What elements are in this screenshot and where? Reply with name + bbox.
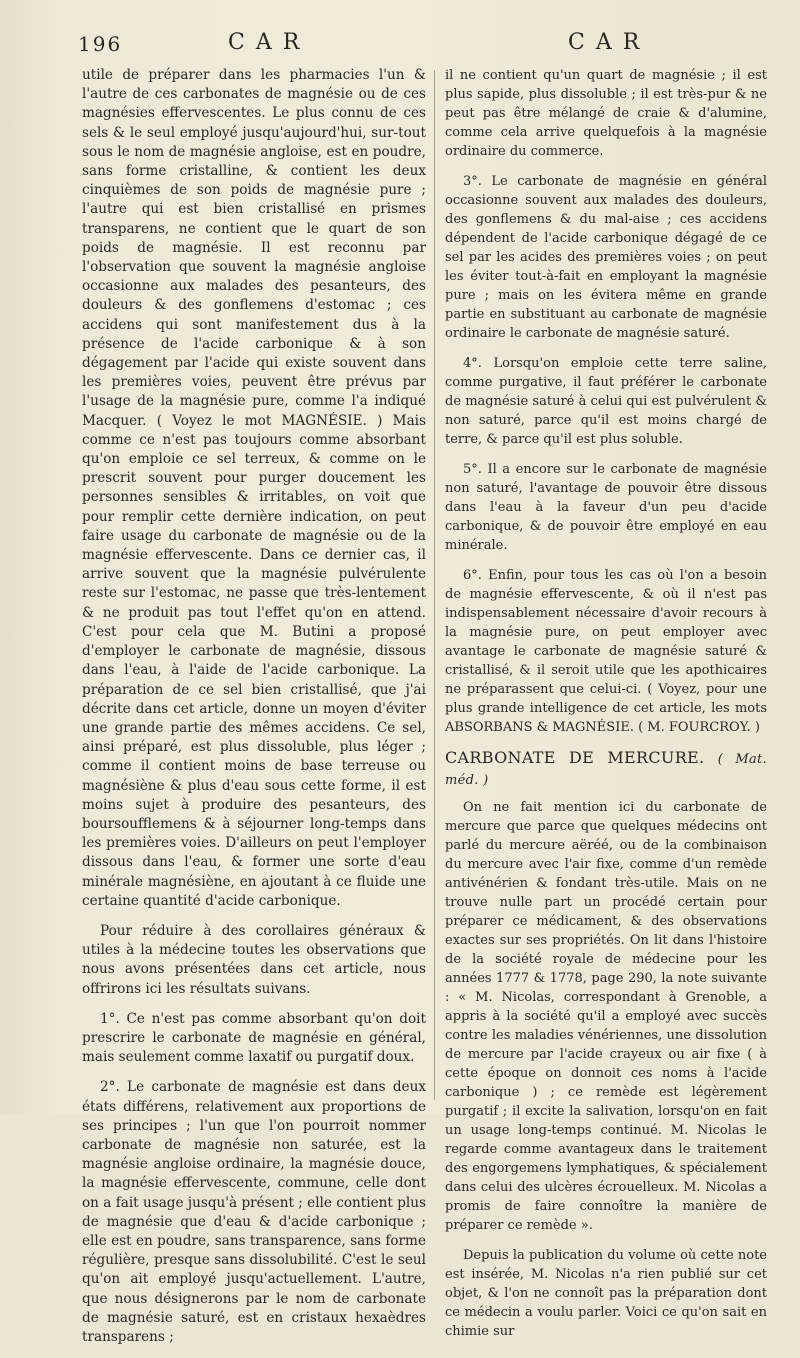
paragraph: 5°. Il a encore sur le carbonate de magnésie non saturé, l'avantage de pouvoir être dissous dans l'eau à la faveur d'un peu d'acide carbonique, & de pouvoir être employé en eau minérale. [445,462,767,553]
right-column [445,66,767,1352]
page-number: 196 [78,32,123,56]
left-column [82,66,426,1358]
paragraph: 1°. Ce n'est pas comme absorbant qu'on doit prescrire le carbonate de magnésie en général, mais seulement comme laxatif ou purgatif doux. [82,1010,426,1066]
paragraph: 2°. Le carbonate de magnésie est dans deux états différens, relativement aux proportions de ses principes ; l'un que l'on pourroit nommer carbonate de magnésie non saturée, est la magnésie angloise ordinaire, la magnésie douce, la magnésie effervescente, commune, celle dont on a fait usage jusqu'à présent ; elle contient plus de magnésie que d'eau & d'acide carbonique ; elle est en poudre, sans transparence, sans forme régulière, presque sans dissolubilité. C'est le seul qu'on ait employé jusqu'actuellement. L'autre, que nous désignerons par le nom de carbonate de magnésie saturé, est en cristaux hexaèdres transparens ; [82,1079,426,1345]
paragraph: il ne contient qu'un quart de magnésie ; il est plus sapide, plus dissoluble ; il est très-pur & ne peut pas être mélangé de craie & d'alumine, comme cela arrive quelquefois à la magnésie ordinaire du commerce. [445,68,767,159]
paragraph: 3°. Le carbonate de magnésie en général occasionne souvent aux malades des douleurs, des gonflemens & du mal-aise ; ces accidens dépendent de l'acide carbonique dégagé de ce sel par les acides des premières voies ; on peut les éviter tout-à-fait en employant la magnésie pure ; mais on les évitera même en grande partie en substituant au carbonate de magnésie ordinaire le carbonate de magnésie saturé. [445,174,767,341]
article-heading-title: CARBONATE DE MERCURE. [445,748,705,767]
paragraph: Depuis la publication du volume où cette note est insérée, M. Nicolas n'a rien publié sur cet objet, & l'on ne connoît pas la préparation dont ce médecin a voulu parler. Voici ce qu'on sait en chimie sur [445,1248,767,1339]
running-title-right: C A R [568,30,642,55]
article-heading-subject: ( Mat. méd. ) [445,752,767,788]
running-header [0,30,800,66]
paragraph: On ne fait mention ici du carbonate de mercure que parce que quelques médecins ont parlé du mercure aëréé, ou de la combinaison du mercure avec l'air fixe, comme d'un remède antivénérien & fondant très-utile. Mais on ne trouve nulle part un procédé certain pour préparer ce médicament, & des observations exactes sur ses propriétés. On lit dans l'histoire de la société royale de médecine pour les années 1777 & 1778, page 290, la note suivante : « M. Nicolas, correspondant à Grenoble, a appris à la société qu'il a employé avec succès contre les maladies vénériennes, une dissolution de mercure par l'acide crayeux ou air fixe ( à cette époque on donnoit ces noms à l'acide carbonique ) ; ce remède est légèrement purgatif ; il excite la salivation, lorsqu'on en fait un usage long-temps continué. M. Nicolas le regarde comme avantageux dans le traitement des engorgemens lymphatiques, & spécialement dans celui des ulcères écrouelleux. M. Nicolas a promis de faire connoître la manière de préparer ce remède ». [445,800,767,1233]
column-rule [434,70,435,1100]
paragraph: 4°. Lorsqu'on emploie cette terre saline, comme purgative, il faut préférer le carbonate de magnésie saturé à celui qui est pulvérulent & non saturé, parce qu'il est moins chargé de terre, & parce qu'il est plus soluble. [445,356,767,447]
running-title-left: C A R [228,30,302,55]
paragraph: utile de préparer dans les pharmacies l'un & l'autre de ces carbonates de magnésie ou de ces magnésies effervescentes. Le plus connu de ces sels & le seul employé jusqu'aujourd'hui, sur-tout sous le nom de magnésie angloise, est en poudre, sans forme cristalline, & contient les deux cinquièmes de son poids de magnésie pure ; l'autre qui est bien cristallisé en prismes transparens, ne contient que le quart de son poids de magnésie. Il est reconnu par l'observation que souvent la magnésie angloise occasionne aux malades des pesanteurs, des douleurs & des gonflemens d'estomac ; ces accidens qui sont manifestement dus à la présence de l'acide carbonique & à son dégagement par l'acide qui existe souvent dans les premières voies, peuvent être prévus par l'usage de la magnésie pure, comme l'a indiqué Macquer. ( Voyez le mot MAGNÉSIE. ) Mais comme ce n'est pas toujours comme absorbant qu'on emploie ce sel terreux, & comme on le prescrit souvent pour purger doucement les personnes sensibles & irritables, on voit que pour remplir cette dernière indication, on peut faire usage du carbonate de magnésie ou de la magnésie effervescente. Dans ce dernier cas, il arrive souvent que la magnésie pulvérulente reste sur l'estomac, ne passe que très-lentement & ne produit pas tout l'effet qu'on en attend. C'est pour cela que M. Butini a proposé d'employer le carbonate de magnésie, dissous dans l'eau, à l'aide de l'acide carbonique. La préparation de ce sel bien cristallisé, que j'ai décrite dans cet article, donne un moyen d'éviter une grande partie des mêmes accidens. Ce sel, ainsi préparé, est plus dissoluble, plus léger ; comme il contient moins de base terreuse ou magnésiène & plus d'eau sous cette forme, il est moins sujet à produire des pesanteurs, des boursoufflemens & à séjourner long-temps dans les premières voies. D'ailleurs on peut l'employer dissous dans l'eau, & former une sorte d'eau minérale magnésiène, en ajoutant à ce fluide une certaine quantité d'acide carbonique. [82,67,426,909]
article-heading [445,748,767,790]
paragraph: 6°. Enfin, pour tous les cas où l'on a besoin de magnésie effervescente, & où il n'est pas indispensablement nécessaire d'avoir recours à la magnésie pure, on peut employer avec avantage le carbonate de magnésie saturé & cristallisé, & il seroit utile que les apothicaires ne préparassent que celui-ci. ( Voyez, pour une plus grande intelligence de cet article, les mots ABSORBANS & MAGNÉSIE. ( M. FOURCROY. ) [445,568,767,735]
paragraph: Pour réduire à des corollaires généraux & utiles à la médecine toutes les observations que nous avons présentées dans cet article, nous offrirons ici les résultats suivans. [82,922,426,997]
